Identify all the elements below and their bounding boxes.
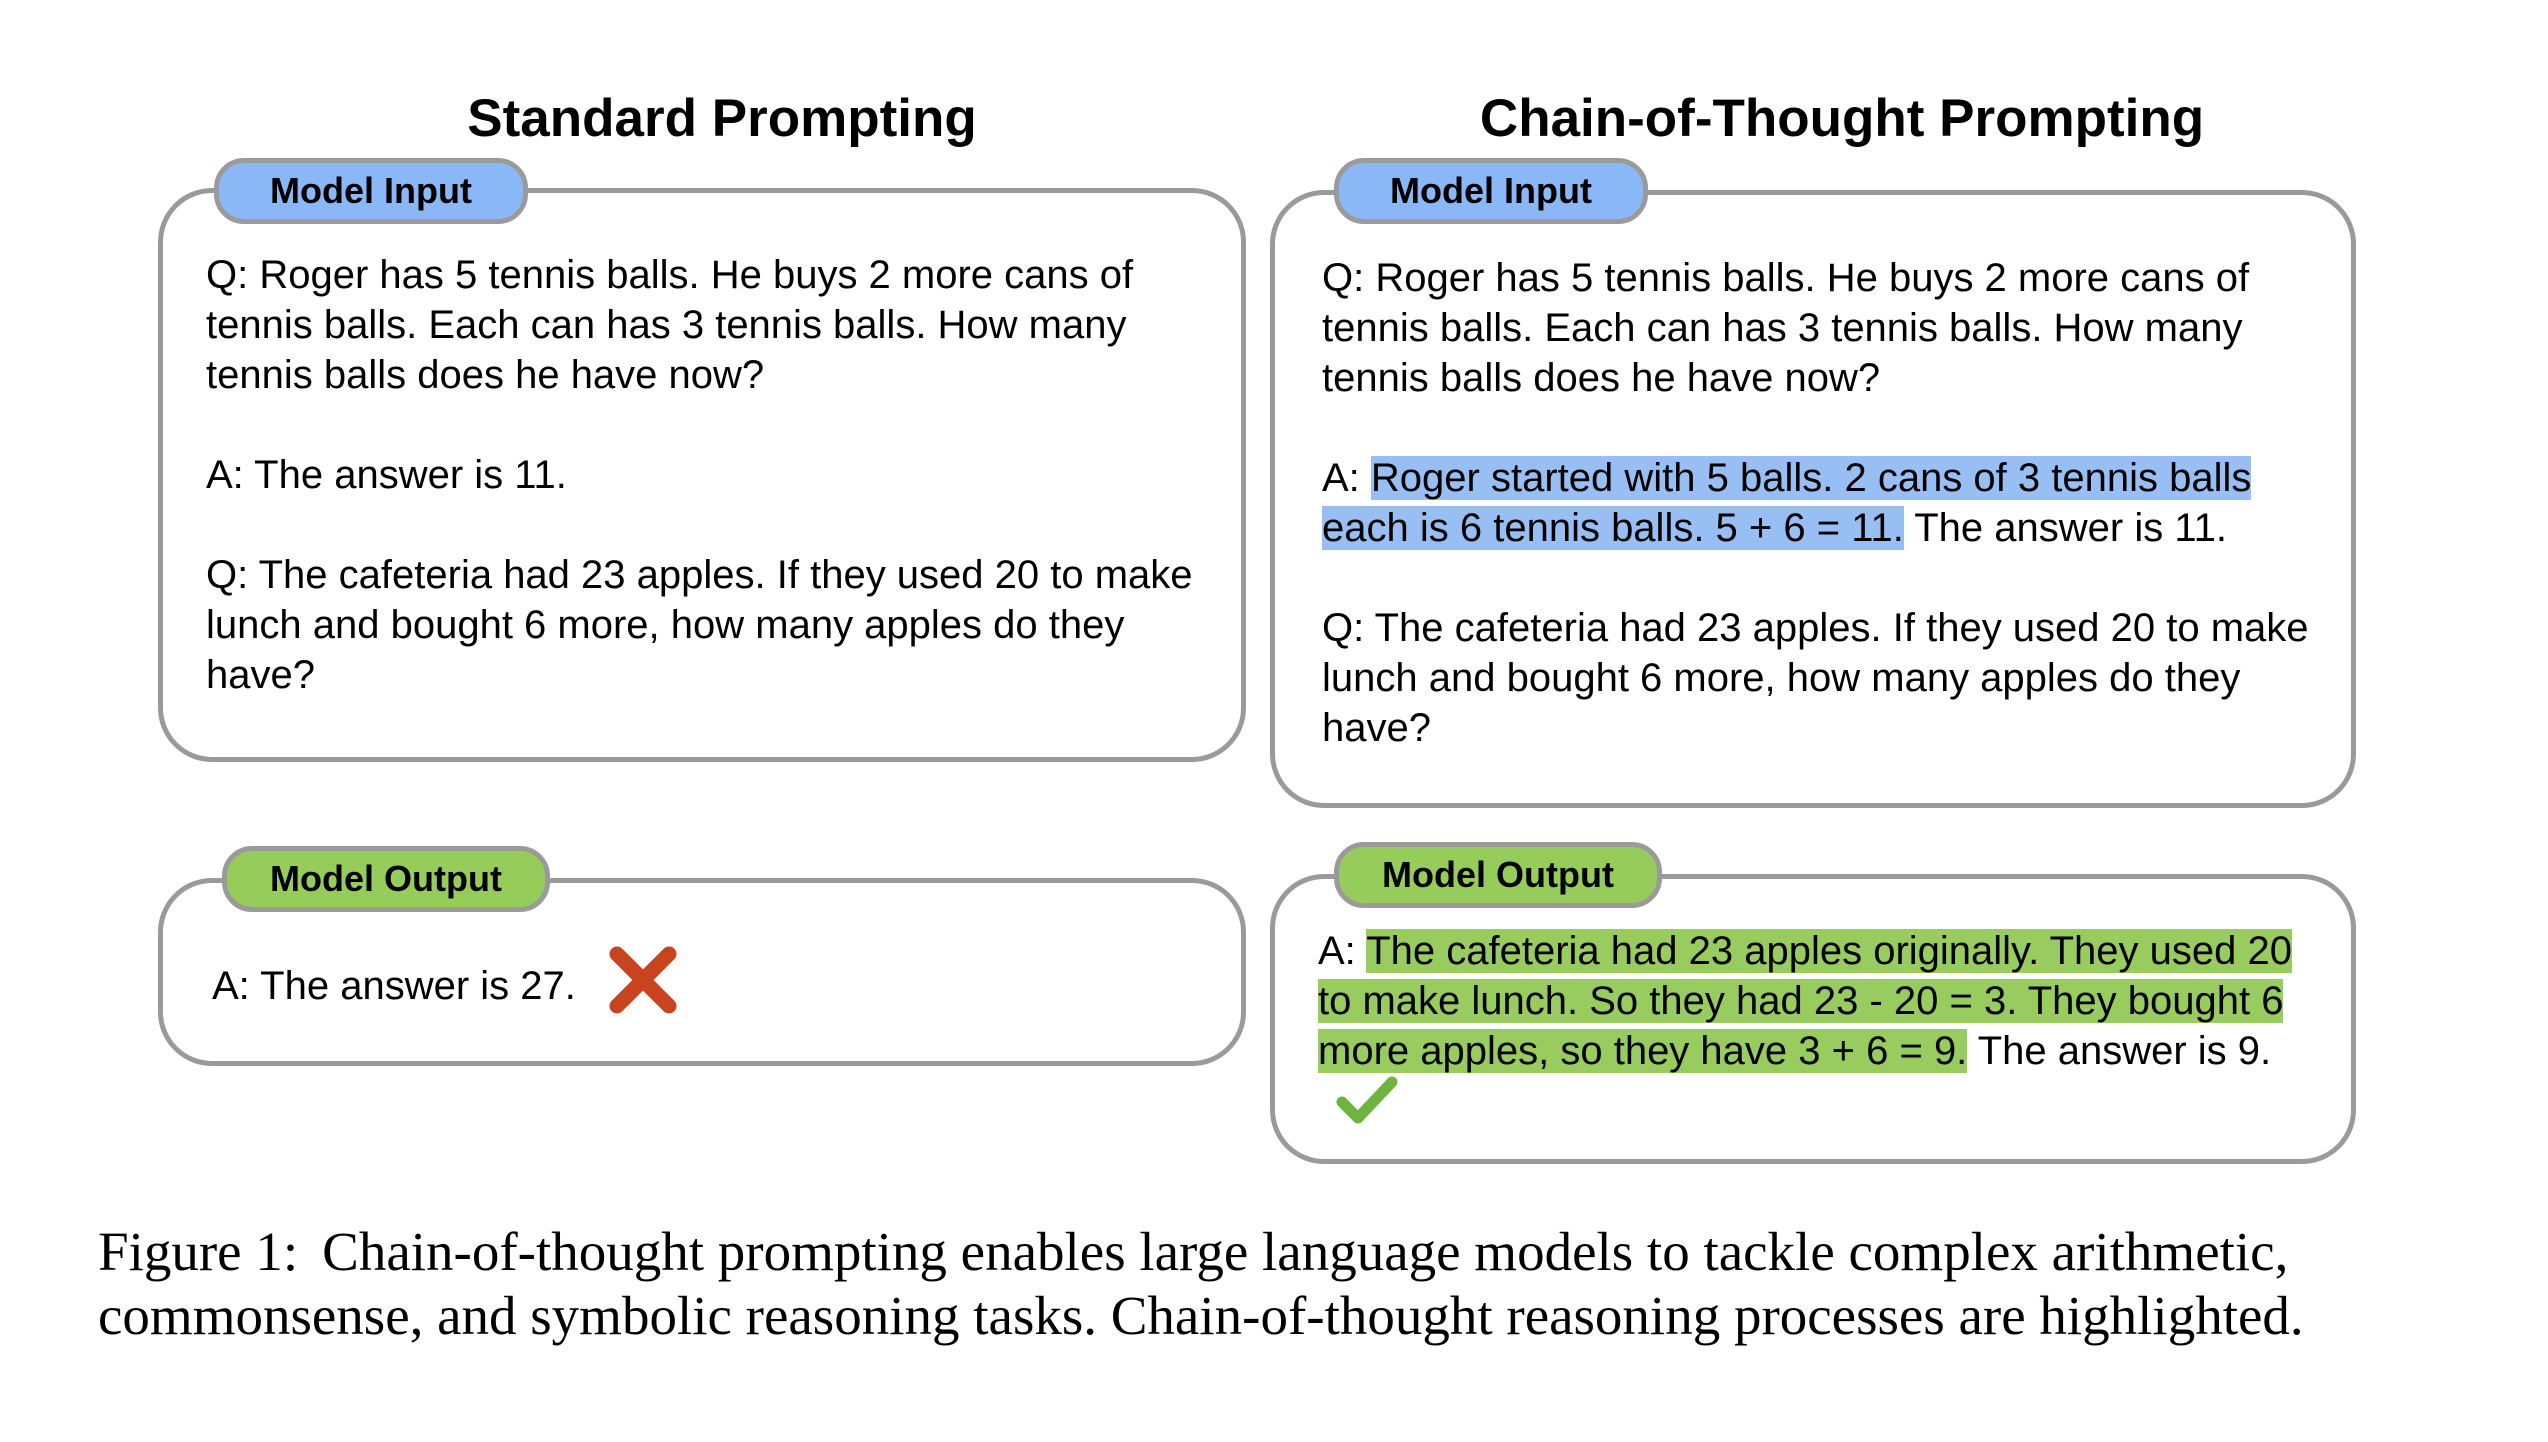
caption-line-2: commonsense, and symbolic reasoning tasks. Chain-of-thought reasoning processes are highlighted. bbox=[98, 1285, 2304, 1346]
cot-prompting-title: Chain-of-Thought Prompting bbox=[1479, 89, 2205, 148]
standard-prompting-title: Standard Prompting bbox=[467, 89, 977, 148]
cot-output-text bbox=[1318, 926, 2328, 1138]
cot-output-answer: The answer is 9. bbox=[1967, 1029, 2272, 1073]
standard-q1: Q: Roger has 5 tennis balls. He buys 2 more cans of tennis balls. Each can has 3 tennis balls. How many tennis balls does he have now? bbox=[206, 253, 1134, 397]
cot-a1 bbox=[1322, 453, 2332, 553]
x-mark-icon bbox=[607, 944, 679, 1033]
cot-q1: Q: Roger has 5 tennis balls. He buys 2 more cans of tennis balls. Each can has 3 tennis balls. How many tennis balls does he have now? bbox=[1322, 256, 2250, 400]
standard-output-text bbox=[212, 944, 1212, 1033]
caption-text-1: Chain-of-thought prompting enables large language models to tackle complex arithmetic, bbox=[322, 1221, 2289, 1282]
check-mark-icon bbox=[1336, 1076, 1398, 1138]
cot-input-tab: Model Input bbox=[1334, 158, 1648, 224]
standard-a1: A: The answer is 11. bbox=[206, 453, 567, 497]
standard-q2: Q: The cafeteria had 23 apples. If they used 20 to make lunch and bought 6 more, how many apples do they have? bbox=[206, 553, 1193, 697]
cot-a1-prefix: A: bbox=[1322, 456, 1371, 500]
standard-input-text bbox=[206, 250, 1216, 700]
caption-label: Figure 1: bbox=[98, 1221, 299, 1282]
cot-q2: Q: The cafeteria had 23 apples. If they used 20 to make lunch and bought 6 more, how many apples do they have? bbox=[1322, 606, 2309, 750]
cot-output-reasoning: The cafeteria had 23 apples originally. They used 20 to make lunch. So they had 23 - 20 = 3. They bought 6 more apples, so they have 3 + 6 = 9. bbox=[1318, 929, 2292, 1073]
standard-output-tab: Model Output bbox=[222, 846, 550, 912]
cot-input-text bbox=[1322, 253, 2332, 753]
cot-output-prefix: A: bbox=[1318, 929, 1367, 973]
cot-a1-reasoning: Roger started with 5 balls. 2 cans of 3 tennis balls each is 6 tennis balls. 5 + 6 = 11. bbox=[1322, 456, 2252, 550]
cot-output-tab: Model Output bbox=[1334, 842, 1662, 908]
standard-answer: A: The answer is 27. bbox=[212, 964, 576, 1009]
cot-a1-answer: The answer is 11. bbox=[1903, 506, 2227, 550]
figure-caption bbox=[98, 1220, 2498, 1348]
standard-input-tab: Model Input bbox=[214, 158, 528, 224]
caption-line-1 bbox=[98, 1220, 2498, 1284]
